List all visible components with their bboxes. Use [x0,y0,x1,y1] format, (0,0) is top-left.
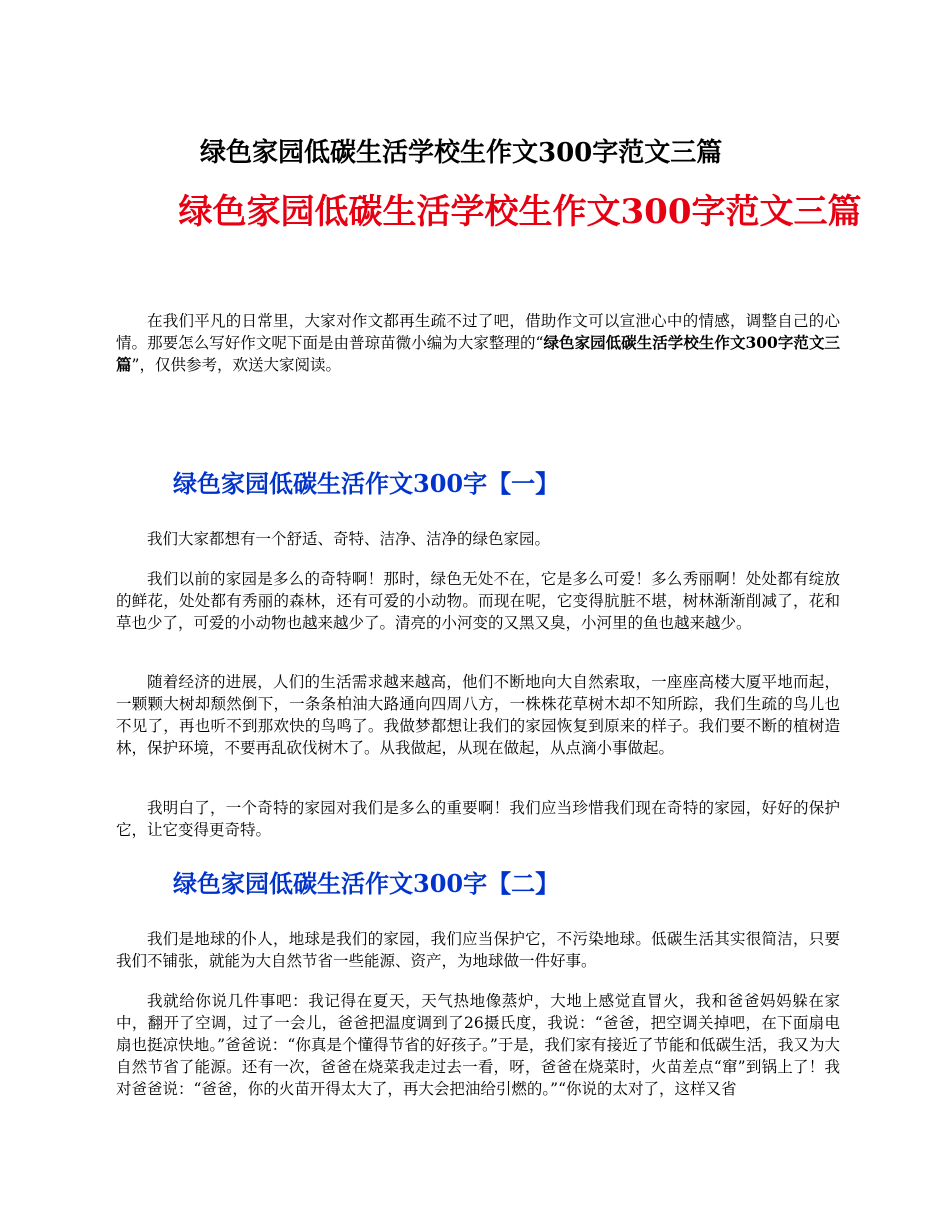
section-heading-2: 绿色家园低碳生活作文300字【二】 [173,869,560,898]
section-1-paragraph-4: 我明白了，一个奇特的家园对我们是多么的重要啊！我们应当珍惜我们现在奇特的家园，好好的保护它，让它变得更奇特。 [116,799,840,839]
intro-text-before: 在我们平凡的日常里，大家对作文都再生疏不过了吧，借助作文可以宣泄心中的情感，调整自己的心情。那要怎么写好作文呢下面是由普琼苗微小编为大家整理的“ [116,312,840,352]
section-1-paragraph-1: 我们大家都想有一个舒适、奇特、洁净、洁净的绿色家园。 [147,530,551,548]
section-2-paragraph-1: 我们是地球的仆人，地球是我们的家园，我们应当保护它，不污染地球。低碳生活其实很简洁，只要我们不铺张，就能为大自然节省一些能源、资产，为地球做一件好事。 [116,930,840,970]
main-title: 绿色家园低碳生活学校生作文300字范文三篇 [178,192,862,232]
header-title: 绿色家园低碳生活学校生作文300字范文三篇 [200,138,723,168]
intro-bold-title: 绿色家园低碳生活学校生作文300字范文三篇 [116,333,840,374]
section-1-paragraph-3: 随着经济的进展，人们的生活需求越来越高，他们不断地向大自然索取，一座座高楼大厦平地而起，一颗颗大树却颓然倒下，一条条柏油大路通向四周八方，一株株花草树木却不知所踪，我们生疏的鸟儿也不见了，再也听不到那欢快的鸟鸣了。我做梦都想让我们的家园恢复到原来的样子。我们要不断的植树造林，保护环境，不要再乱砍伐树木了。从我做起，从现在做起，从点滴小事做起。 [116,673,840,757]
section-2-paragraph-2: 我就给你说几件事吧：我记得在夏天，天气热地像蒸炉，大地上感觉直冒火，我和爸爸妈妈躲在家中，翻开了空调，过了一会儿，爸爸把温度调到了26摄氏度，我说：“爸爸，把空调关掉吧，在下面扇电扇也挺凉快地。”爸爸说：“你真是个懂得节省的好孩子。”于是，我们家有接近了节能和低碳生活，我又为大自然节省了能源。还有一次，爸爸在烧菜我走过去一看，呀，爸爸在烧菜时，火苗差点“窜”到锅上了！我对爸爸说：“爸爸，你的火苗开得太大了，再大会把油给引燃的。”“你说的太对了，这样又省 [116,992,840,1098]
intro-paragraph [116,310,840,376]
section-heading-1: 绿色家园低碳生活作文300字【一】 [173,469,560,498]
section-1-paragraph-2: 我们以前的家园是多么的奇特啊！那时，绿色无处不在，它是多么可爱！多么秀丽啊！处处都有绽放的鲜花，处处都有秀丽的森林，还有可爱的小动物。而现在呢，它变得肮脏不堪，树林渐渐削减了，花和草也少了，可爱的小动物也越来越少了。清亮的小河变的又黑又臭，小河里的鱼也越来越少。 [116,570,840,632]
intro-text-after: ”，仅供参考，欢送大家阅读。 [131,356,341,374]
